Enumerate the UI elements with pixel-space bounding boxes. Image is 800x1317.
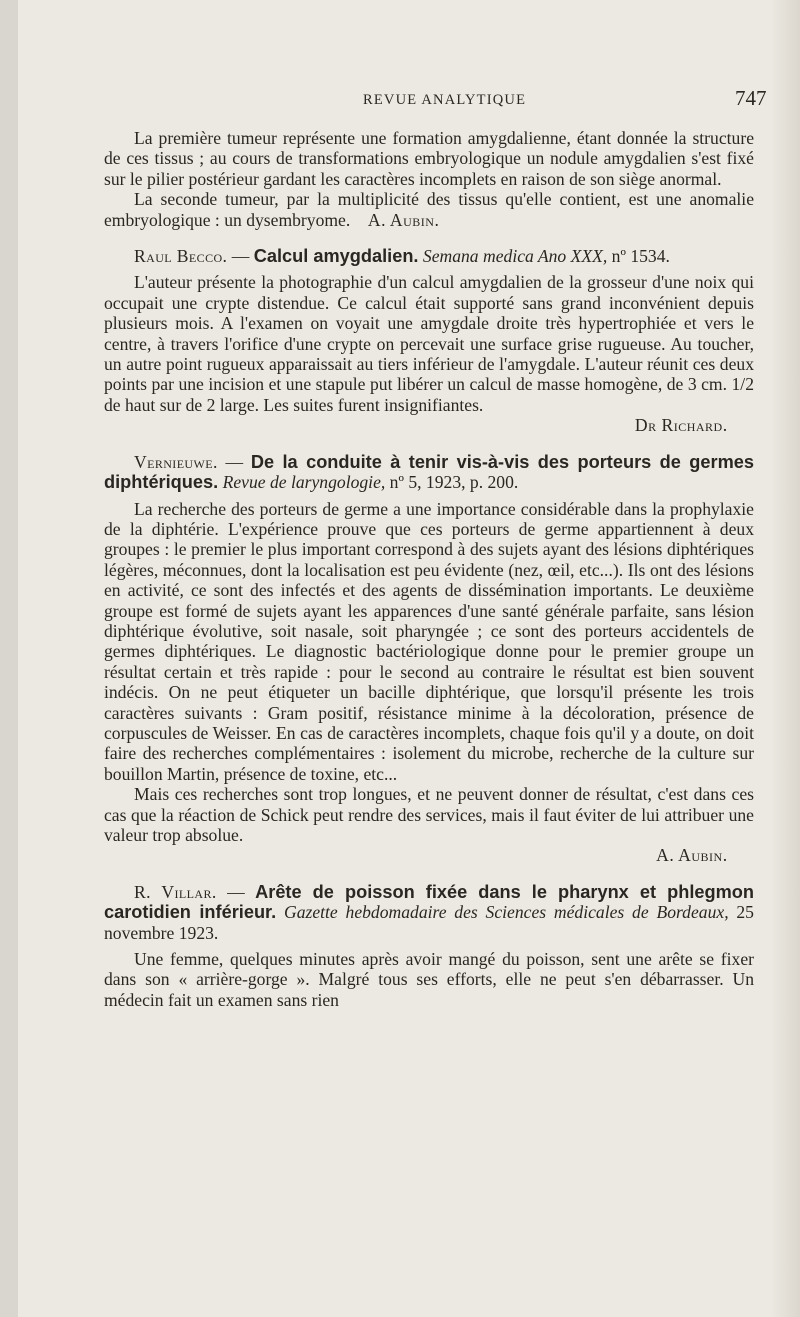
signature: Dr Richard. xyxy=(634,415,728,436)
article-title: Arête de poisson fixée dans le pharynx et phlegmon carotidien inférieur. xyxy=(104,881,754,923)
article-heading xyxy=(104,882,754,943)
heading-dash: — xyxy=(227,246,254,267)
page-number: 747 xyxy=(735,86,767,110)
paragraph: La première tumeur représente une formation amygdalienne, étant donnée la structure de ces tissus ; au cours de transformations embryologique un nodule amygdalien s'est fixé sur le pilier postérieur gardant les caractères incomplets en raison de son siège anormal. xyxy=(104,128,754,189)
article-heading xyxy=(104,246,754,266)
page-body xyxy=(104,128,754,1010)
paragraph: La recherche des porteurs de germe a une importance considérable dans la prophylaxie de la diphtérie. L'expérience prouve que ces porteurs de germe appartiennent à deux groupes : le premier le plus important correspond à des sujets ayant des lésions diphtériques légères, méconnues, dont la localisation est peu évidente (nez, œil, etc...). Ils ont des lésions en activité, ce sont des infectés et des agents de dissémination importants. Le deuxième groupe est formé de sujets ayant les apparences d'une santé générale parfaite, sans lésion diphtérique évolutive, soit nasale, soit pharyngée ; ce sont des porteurs accidentels de germes diphtériques. Le diagnostic bactériologique donne pour le premier groupe un résultat certain et très rapide : pour le second au contraire le résultat est bien souvent indécis. On ne peut étiqueter un bacille diphtérique, que lorsqu'il présente les trois caractères suivants : Gram positif, résistance minime à la décoloration, présence de corpuscules de Weisser. En cas de caractères incomplets, chaque fois qu'il y a doute, on doit faire des recherches complémentaires : isolement du microbe, recherche de la culture sur bouillon Martin, présence de toxine, etc... xyxy=(104,498,754,784)
paragraph: L'auteur présente la photographie d'un calcul amygdalien de la grosseur d'une noix qui occupait une crypte distendue. Ce calcul était supporté sans grand inconvénient depuis plusieurs mois. A l'examen on voyait une amygdale droite très hypertrophiée et vers le centre, à travers l'orifice d'une crypte on percevait une surface grise rugueuse. Au toucher, un autre point rugueux apparaissait au tiers inférieur de l'amygdale. L'auteur réunit ces deux points par une incision et une stapule put libérer un calcul de masse homogène, de 3 cm. 1/2 de haut sur de 2 large. Les suites furent insignifiantes. xyxy=(104,272,754,415)
article-porteurs-de-germes xyxy=(104,452,754,866)
running-title: REVUE ANALYTIQUE xyxy=(363,92,527,108)
article-arete-de-poisson xyxy=(104,882,754,1010)
article-author: Raul Becco. xyxy=(134,246,228,267)
journal-page xyxy=(18,0,800,1317)
article-ref: nº 5, 1923, p. 200. xyxy=(385,472,519,493)
article-journal: Gazette hebdomadaire des Sciences médicales de Bordeaux, xyxy=(283,902,729,923)
signature: A. Aubin. xyxy=(367,209,440,230)
running-header xyxy=(18,86,800,116)
article-journal: Revue de laryngologie, xyxy=(222,472,386,493)
heading-dash: — xyxy=(217,451,251,472)
article-continuation xyxy=(104,128,754,230)
article-ref: nº 1534. xyxy=(607,246,670,267)
paragraph-text: La seconde tumeur, par la multiplicité des tissus qu'elle contient, est une anomalie embryologique : un dysembryome. xyxy=(104,189,754,230)
article-journal: Semana medica Ano XXX, xyxy=(422,246,608,267)
article-title: De la conduite à tenir vis-à-vis des porteurs de germes diphtériques. xyxy=(104,451,755,493)
signature: A. Aubin. xyxy=(656,845,728,866)
heading-dash: — xyxy=(216,881,256,902)
article-calcul-amygdalien xyxy=(104,246,754,436)
paragraph: Une femme, quelques minutes après avoir mangé du poisson, sent une arête se fixer dans son « arrière-gorge ». Malgré tous ses efforts, elle ne peut s'en débarrasser. Un médecin fait un examen sans rien xyxy=(104,949,754,1010)
paragraph xyxy=(104,189,754,230)
article-author: Vernieuwe. xyxy=(134,451,218,472)
paragraph: Mais ces recherches sont trop longues, et ne peuvent donner de résultat, c'est dans ces cas que la réaction de Schick peut rendre des services, mais il faut éviter de lui attribuer une valeur trop absolue. xyxy=(104,784,754,845)
article-title: Calcul amygdalien. xyxy=(253,246,419,267)
article-heading xyxy=(104,452,754,493)
article-author: R. Villar. xyxy=(134,881,217,902)
article-ref: 25 novembre 1923. xyxy=(104,902,754,943)
signature-line xyxy=(104,415,754,435)
signature-line xyxy=(104,845,754,865)
